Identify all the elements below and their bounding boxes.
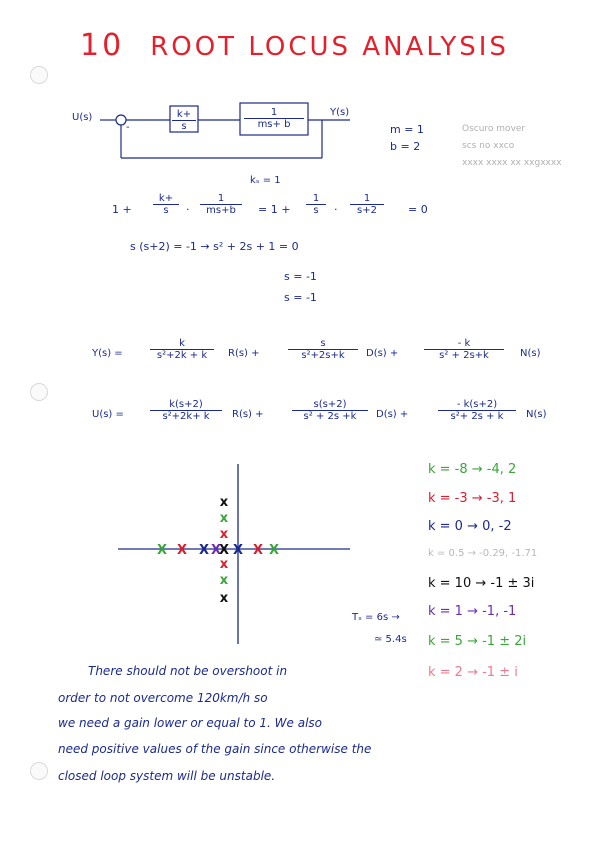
locus-mark: X <box>252 543 264 558</box>
minus-sign: - <box>126 122 130 133</box>
section-title: ROOT LOCUS ANALYSIS <box>150 32 509 62</box>
locus-mark: x <box>219 573 229 588</box>
root-locus-plot <box>110 460 360 650</box>
u-lhs: U(s) = <box>92 409 124 420</box>
note-line: There should not be overshoot in <box>88 664 288 678</box>
y-term-fraction: $\frac{s}{\text{s²+2s+k}}$ <box>288 338 358 361</box>
faded-note: scs no xxco <box>462 141 515 151</box>
u-term-fraction: $\frac{- k(s+2)}{\text{s²+ 2s + k}}$ <box>438 399 516 422</box>
ks-label: kₛ = 1 <box>250 175 281 186</box>
polynomial-line: s (s+2) = -1 → s² + 2s + 1 = 0 <box>130 240 299 253</box>
char-eq-part: = 1 + <box>258 203 291 216</box>
settling-time-note-2: ≃ 5.4s <box>374 634 407 645</box>
settling-time-note: Tₛ = 6s → <box>352 612 400 623</box>
k-value-line: k = 2 → -1 ± i <box>428 665 518 680</box>
locus-mark: x <box>219 495 229 510</box>
u-term-signal: R(s) + <box>232 409 264 420</box>
locus-mark: X <box>198 543 210 558</box>
y-lhs: Y(s) = <box>92 348 123 359</box>
u-term-fraction: $\frac{s(s+2)}{\text{s² + 2s +k}}$ <box>292 399 368 422</box>
char-eq-fraction: $\frac{1}{s+2}$ <box>350 193 384 216</box>
faded-note: xxxx xxxx xx xxgxxxx <box>462 158 562 168</box>
char-eq-part: · <box>334 203 338 216</box>
note-line: need positive values of the gain since otherwise the <box>58 742 372 756</box>
y-term-fraction: $\frac{k}{\text{s²+2k + k}}$ <box>150 338 214 361</box>
char-eq-part: 1 + <box>112 203 132 216</box>
k-value-line: k = 5 → -1 ± 2i <box>428 634 527 649</box>
locus-mark: x <box>219 557 229 572</box>
input-label: U(s) <box>72 112 93 123</box>
y-term-signal: D(s) + <box>366 348 399 359</box>
k-value-line: k = -3 → -3, 1 <box>428 491 517 506</box>
gain-block: $\frac{k+}{s}$ <box>172 109 196 132</box>
char-eq-part: · <box>186 203 190 216</box>
note-line: we need a gain lower or equal to 1. We also <box>58 716 322 730</box>
char-eq-part: = 0 <box>408 203 428 216</box>
u-term-signal: D(s) + <box>376 409 409 420</box>
y-term-fraction: $\frac{- k}{\text{s² + 2s+k}}$ <box>424 338 504 361</box>
k-value-line: k = 0 → 0, -2 <box>428 519 512 534</box>
char-eq-fraction: $\frac{k+}{s}$ <box>153 193 179 216</box>
k-value-line: k = 10 → -1 ± 3i <box>428 576 535 591</box>
param-b: b = 2 <box>390 140 421 153</box>
note-line: closed loop system will be unstable. <box>58 769 276 783</box>
root-1: s = -1 <box>284 270 317 283</box>
note-line: order to not overcome 120km/h so <box>58 691 268 705</box>
k-value-line: k = -8 → -4, 2 <box>428 462 517 477</box>
y-term-signal: R(s) + <box>228 348 260 359</box>
char-eq-fraction: $\frac{1}{s}$ <box>306 193 326 216</box>
y-term-signal: N(s) <box>520 348 541 359</box>
plant-block: $\frac{1}{ms+ b}$ <box>244 107 304 130</box>
locus-mark: X <box>218 543 230 558</box>
locus-mark: X <box>176 543 188 558</box>
u-term-fraction: $\frac{k(s+2)}{\text{s²+2k+ k}}$ <box>150 399 222 422</box>
char-eq-fraction: $\frac{1}{ms+b}$ <box>200 193 242 216</box>
locus-mark: X <box>232 543 244 558</box>
section-number: 10 <box>80 28 125 63</box>
punch-hole <box>30 383 48 401</box>
locus-mark: x <box>219 591 229 606</box>
k-value-line: k = 1 → -1, -1 <box>428 604 517 619</box>
locus-mark: x <box>219 527 229 542</box>
locus-mark: X <box>156 543 168 558</box>
u-term-signal: N(s) <box>526 409 547 420</box>
faded-note: Oscuro mover <box>462 124 526 134</box>
locus-mark: X <box>268 543 280 558</box>
root-2: s = -1 <box>284 291 317 304</box>
output-label: Y(s) <box>330 107 350 118</box>
locus-mark: X <box>210 543 222 558</box>
punch-hole <box>30 762 48 780</box>
param-m: m = 1 <box>390 123 424 136</box>
locus-mark: x <box>219 511 229 526</box>
block-diagram-lines <box>0 0 600 180</box>
k-value-line: k = 0.5 → -0.29, -1.71 <box>428 548 538 559</box>
